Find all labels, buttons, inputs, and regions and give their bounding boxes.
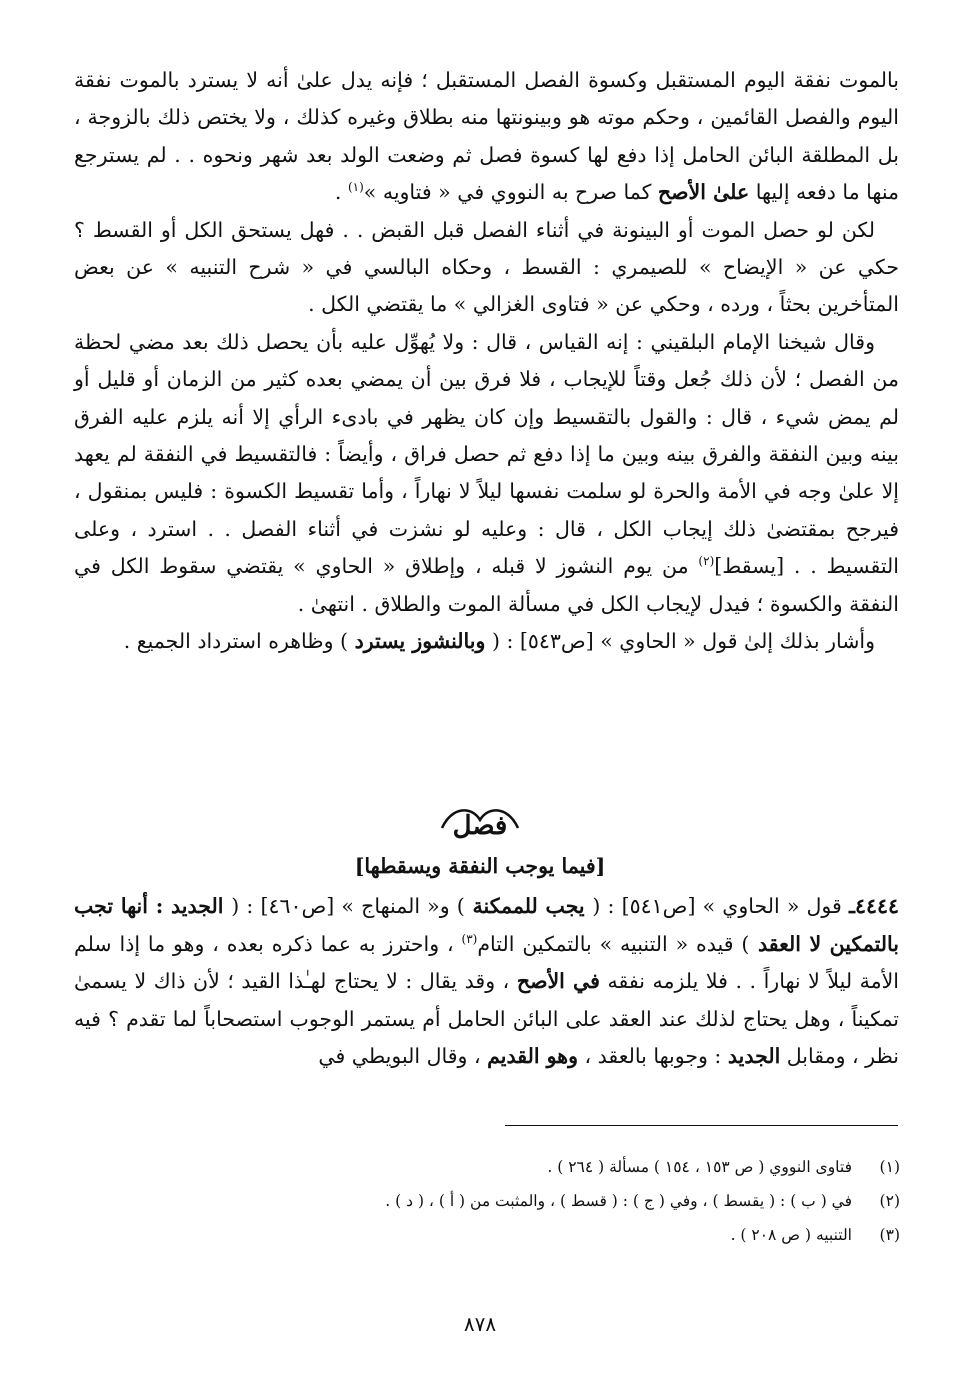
paragraph-4-text-a: وأشار بذلك إلىٰ قول « الحاوي » [ص٥٤٣] : ( [491,629,875,654]
paragraph-3 [74,324,899,623]
footnote-text: في ( ب ) : ( يقسط ) ، وفي ( ج ) : ( قسط ) ، والمثبت من ( أ ) ، ( د ) . [385,1192,852,1210]
paragraph-1-end: . [334,180,348,205]
footnote-1 [200,1150,900,1184]
footnote-number: (٢) [879,1192,900,1210]
entry-text-c: ) و« المنهاج » [ص٤٦٠] : ( [231,894,465,918]
paragraph-3-text-a: وقال شيخنا الإمام البلقيني : إنه القياس ، قال : ولا يُهوِّل عليه بأن يحصل ذلك بعد مضي لحظة من الفصل ؛ لأن ذلك جُعل وقتاً للإيجاب ، فلا فرق بين أن يمضي بعده كثير من الزمان أو قليل أو لم يمض شيء ، قال : والقول بالتقسيط وإن كان يظهر في بادىء الرأي إلا أنه يلزم عليه الفرق بينه وبين النفقة والفرق بينه وبين ما إذا دفع ثم حصل فراق ، وأيضاً : فالتقسيط في النفقة لم يعهد إلا علىٰ وجه في الأمة والحرة لو سلمت نفسها ليلاً لا نهاراً ، وأما تقسيط الكسوة : فليس بمنقول ، فيرجح بمقتضىٰ ذلك إيجاب الكل ، قال : وعليه لو نشزت في أثناء الفصل . . استرد ، وعلى التقسيط . . [يسقط] [74,329,899,579]
footnotes [200,1150,900,1252]
paragraph-4-text-b: ) وظاهره استرداد الجميع . [123,629,349,654]
entry-text-l: ، وقال البويطي في [318,1044,488,1069]
footnote-separator [505,1125,898,1126]
paragraph-1-bold: علىٰ الأصح [657,180,750,205]
paragraph-1-tail: كما صرح به النووي في « فتاويه » [363,180,652,205]
entry-bold-k: وهو القديم [487,1044,578,1069]
entry-text-e: ) قيده « التنبيه » بالتمكين التام [477,931,750,956]
entry-text-a: قول « الحاوي » [ص٥٤١] : ( [592,894,849,918]
footnote-ref-1: (١) [347,180,364,195]
paragraph-2-text: لكن لو حصل الموت أو البينونة في أثناء الفصل قبل القبض . . فهل يستحق الكل أو القسط ؟ حكي عن « الإيضاح » للصيمري : القسط ، وحكاه البالسي في « شرح التنبيه » عن بعض المتأخرين بحثاً ، ورده ، وحكي عن « فتاوى الغزالي » ما يقتضي الكل . [74,217,899,317]
paragraph-4 [74,623,899,660]
entry-text-j: : وجوبها بالعقد ، [577,1044,728,1069]
footnote-text: فتاوى النووي ( ص ١٥٣ ، ١٥٤ ) مسألة ( ٢٦٤ ) . [547,1158,852,1176]
paragraph-3-text-b: من يوم النشوز لا قبله ، وإطلاق « الحاوي » يقتضي سقوط الكل في النفقة والكسوة ؛ فيدل لإيجاب الكل في مسألة الموت والطلاق . انتهىٰ . [74,554,899,616]
entry-bold-i: الجديد [727,1044,781,1069]
section-body [74,888,899,1076]
entry-bold-d: الجديد : أنها تجب بالتمكين لا العقد [74,894,900,956]
entry-text-f: ، واحترز به عما ذكره بعده ، وهو ما إذا سلم الأمة ليلاً لا نهاراً . . فلا يلزمه نفقه [74,931,900,994]
footnote-ref-2: (٢) [698,554,715,569]
entry-bold-b: يجب للممكنة [464,894,593,918]
footnote-ref-3: (٣) [461,931,478,946]
footnote-3 [200,1218,900,1252]
footnote-number: (٣) [879,1226,900,1244]
entry-4444 [74,888,899,1076]
section-title: [فيما يوجب النفقة ويسقطها] [354,854,606,878]
paragraph-4-bold: وبالنشوز يسترد [354,629,486,654]
paragraph-1 [74,62,899,212]
footnote-text: التنبيه ( ص ٢٠٨ ) . [730,1226,852,1244]
entry-text-h: ، وقد يقال : لا يحتاج لهـٰذا القيد ؛ لأن ذاك لا يسمىٰ تمكيناً ، وهل يحتاج لذلك عند العقد على البائن الحامل أم يستمر الوجوب استصحاباً لما تقدم ؟ فيه نظر ، ومقابل [74,969,899,1069]
page-number: ٨٧٨ [463,1312,497,1336]
section-ornament [430,800,530,846]
ornament-label: فصل [452,811,508,841]
entry-number: ٤٤٤٤ـ [848,894,900,918]
entry-bold-g: في الأصح [516,969,600,994]
paragraph-1-text: بالموت نفقة اليوم المستقبل وكسوة الفصل المستقبل ؛ فإنه يدل علىٰ أنه لا يسترد بالموت نفقة اليوم والفصل القائمين ، وحكم موته هو وبينونتها منه بطلاق وغيره كذلك ، ولا يختص ذلك بالزوجة ، بل المطلقة البائن الحامل إذا دفع لها كسوة فصل ثم وضعت الولد بعد شهر ونحوه . . لم يسترجع منها ما دفعه إليها [74,68,899,205]
footnote-2 [200,1184,900,1218]
footnote-number: (١) [879,1158,900,1176]
main-text-block [74,62,899,661]
paragraph-2 [74,212,899,324]
